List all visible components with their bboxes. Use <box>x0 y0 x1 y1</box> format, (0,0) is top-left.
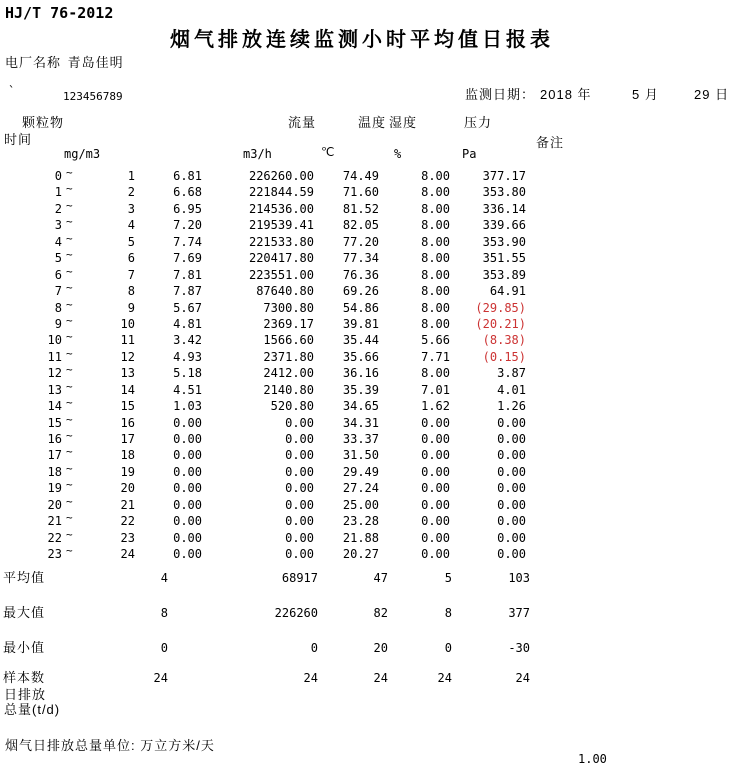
pressure-value: 0.00 <box>497 547 526 562</box>
humidity-value: 8.00 <box>421 267 450 282</box>
temperature-value: 23.28 <box>342 514 379 529</box>
summary-flow: 226260 <box>274 606 318 620</box>
pressure-value: 339.66 <box>482 218 526 233</box>
pressure-value: 64.91 <box>489 284 526 299</box>
summary-pressure: 24 <box>515 671 530 685</box>
hour-start: 7 <box>54 284 62 299</box>
pressure-value: 377.17 <box>482 169 526 183</box>
hour-end: 19 <box>120 464 135 479</box>
hour-start: 11 <box>47 349 62 364</box>
hour-end: 4 <box>127 218 135 233</box>
pressure-value: 0.00 <box>497 464 526 479</box>
hour-end: 12 <box>120 349 135 364</box>
hour-start: 10 <box>47 333 62 348</box>
pressure-value: (8.38) <box>482 333 526 348</box>
table-row <box>0 313 526 332</box>
summary-row <box>3 640 530 656</box>
hour-end: 3 <box>127 201 135 216</box>
summary-label: 最小值 <box>3 640 46 655</box>
tilde: ~ <box>66 379 73 393</box>
hour-start: 5 <box>54 251 62 266</box>
humidity-value: 8.00 <box>421 316 450 331</box>
unit-temperature: ℃ <box>321 145 335 159</box>
table-row <box>0 231 526 250</box>
temperature-value: 77.20 <box>342 234 379 249</box>
hour-start: 0 <box>54 169 62 183</box>
particulate-value: 1.03 <box>173 399 202 414</box>
particulate-value: 0.00 <box>173 547 202 562</box>
unit-flow: m3/h <box>243 147 272 161</box>
summary-humidity: 8 <box>444 606 452 620</box>
particulate-value: 0.00 <box>173 497 202 512</box>
particulate-value: 3.42 <box>173 333 202 348</box>
tilde: ~ <box>66 478 73 492</box>
table-row <box>0 264 526 283</box>
hour-end: 7 <box>127 267 135 282</box>
table-row <box>0 332 526 348</box>
pressure-value: 0.00 <box>497 448 526 463</box>
particulate-value: 0.00 <box>173 530 202 545</box>
hour-end: 14 <box>120 382 135 397</box>
unit-pressure: Pa <box>462 147 477 161</box>
humidity-value: 0.00 <box>421 448 450 463</box>
hour-start: 21 <box>47 514 62 529</box>
humidity-value: 0.00 <box>421 415 450 430</box>
tilde: ~ <box>66 231 73 245</box>
tilde: ~ <box>66 330 73 344</box>
temperature-value: 69.26 <box>342 284 379 299</box>
humidity-value: 0.00 <box>421 497 450 512</box>
temperature-value: 20.27 <box>342 547 379 562</box>
pressure-value: 1.26 <box>497 399 526 414</box>
flow-value: 0.00 <box>285 547 314 562</box>
temperature-value: 33.37 <box>342 432 379 446</box>
plant-name-value: 青岛佳明 <box>67 55 124 70</box>
date-year: 2018 年 <box>540 87 592 102</box>
table-row <box>0 431 526 447</box>
flow-value: 214536.00 <box>248 201 314 216</box>
hour-end: 22 <box>120 514 135 529</box>
table-row <box>0 346 526 365</box>
particulate-value: 0.00 <box>173 481 202 496</box>
table-row <box>0 527 526 546</box>
particulate-value: 0.00 <box>173 464 202 479</box>
col-header-particulate: 颗粒物 <box>22 115 65 130</box>
flow-value: 223551.00 <box>248 267 314 282</box>
flow-value: 7300.80 <box>263 300 314 315</box>
humidity-value: 0.00 <box>421 547 450 562</box>
pressure-value: (29.85) <box>475 300 526 315</box>
daily-emission-label: 日排放 <box>4 687 47 702</box>
summary-label: 样本数 <box>3 670 46 685</box>
flow-value: 1566.60 <box>263 333 314 348</box>
summary-row <box>3 605 530 621</box>
humidity-value: 0.00 <box>421 530 450 545</box>
table-row <box>0 480 526 496</box>
humidity-value: 0.00 <box>421 464 450 479</box>
flow-value: 2412.00 <box>263 366 314 381</box>
flow-value: 0.00 <box>285 481 314 496</box>
humidity-value: 8.00 <box>421 251 450 266</box>
tilde: ~ <box>66 544 73 558</box>
summary-row <box>3 670 530 686</box>
flow-value: 0.00 <box>285 464 314 479</box>
tilde: ~ <box>66 494 73 508</box>
tilde: ~ <box>66 166 73 179</box>
hour-start: 20 <box>47 497 62 512</box>
flow-value: 226260.00 <box>248 169 314 183</box>
temperature-value: 77.34 <box>342 251 379 266</box>
particulate-value: 0.00 <box>173 415 202 430</box>
particulate-value: 7.20 <box>173 218 202 233</box>
flow-value: 0.00 <box>285 497 314 512</box>
particulate-value: 5.67 <box>173 300 202 315</box>
flow-value: 0.00 <box>285 514 314 529</box>
temperature-value: 35.39 <box>342 382 379 397</box>
tilde: ~ <box>66 511 73 525</box>
hour-end: 6 <box>127 251 135 266</box>
flow-value: 0.00 <box>285 448 314 463</box>
hour-start: 3 <box>54 218 62 233</box>
flow-value: 219539.41 <box>248 218 314 233</box>
table-row <box>0 412 526 431</box>
unit-note: 烟气日排放总量单位: 万立方米/天 <box>5 738 215 753</box>
plant-name-line <box>5 52 124 71</box>
particulate-value: 6.68 <box>173 185 202 200</box>
temperature-value: 31.50 <box>342 448 379 463</box>
tilde: ~ <box>66 527 73 541</box>
humidity-value: 8.00 <box>421 169 450 183</box>
hour-start: 19 <box>47 481 62 496</box>
humidity-value: 0.00 <box>421 432 450 446</box>
temperature-value: 74.49 <box>342 169 379 183</box>
hour-start: 15 <box>47 415 62 430</box>
summary-label: 最大值 <box>3 605 46 620</box>
table-row <box>0 379 526 398</box>
hour-start: 4 <box>54 234 62 249</box>
tilde: ~ <box>66 264 73 278</box>
pressure-value: 351.55 <box>482 251 526 266</box>
summary-pressure: 103 <box>508 571 530 585</box>
humidity-value: 7.01 <box>421 382 450 397</box>
temperature-value: 34.31 <box>342 415 379 430</box>
tilde: ~ <box>66 429 73 442</box>
col-header-humidity: 湿度 <box>389 115 418 130</box>
particulate-value: 0.00 <box>173 514 202 529</box>
tilde: ~ <box>66 313 73 327</box>
humidity-value: 8.00 <box>421 185 450 200</box>
pressure-value: 353.89 <box>482 267 526 282</box>
summary-flow: 24 <box>303 671 318 685</box>
summary-temperature: 82 <box>373 606 388 620</box>
particulate-value: 0.00 <box>173 448 202 463</box>
temperature-value: 39.81 <box>342 316 379 331</box>
humidity-value: 8.00 <box>421 366 450 381</box>
hour-end: 1 <box>127 169 135 183</box>
hour-start: 6 <box>54 267 62 282</box>
hour-start: 12 <box>47 366 62 381</box>
pressure-value: (20.21) <box>475 316 526 331</box>
report-title: 烟气排放连续监测小时平均值日报表 <box>170 29 554 51</box>
pressure-value: 0.00 <box>497 530 526 545</box>
humidity-value: 1.62 <box>421 399 450 414</box>
hour-end: 13 <box>120 366 135 381</box>
hour-start: 9 <box>54 316 62 331</box>
flow-value: 2371.80 <box>263 349 314 364</box>
table-row <box>0 398 526 414</box>
data-rows <box>0 168 526 563</box>
hour-end: 2 <box>127 185 135 200</box>
hour-start: 14 <box>47 399 62 414</box>
table-row <box>0 546 526 562</box>
summary-particulate: 8 <box>160 606 168 620</box>
temperature-value: 35.66 <box>342 349 379 364</box>
tilde: ~ <box>66 215 73 229</box>
tilde: ~ <box>66 396 73 410</box>
temperature-value: 76.36 <box>342 267 379 282</box>
hour-end: 11 <box>120 333 135 348</box>
hour-end: 18 <box>120 448 135 463</box>
summary-particulate: 0 <box>160 641 168 655</box>
temperature-value: 71.60 <box>342 185 379 200</box>
table-row <box>0 283 526 299</box>
flow-value: 221533.80 <box>248 234 314 249</box>
summary-humidity: 24 <box>437 671 452 685</box>
humidity-value: 8.00 <box>421 234 450 249</box>
table-row <box>0 168 526 184</box>
date-label: 监测日期： <box>465 87 536 102</box>
particulate-value: 7.87 <box>173 284 202 299</box>
temperature-value: 34.65 <box>342 399 379 414</box>
summary-row <box>3 570 530 586</box>
temperature-value: 36.16 <box>342 366 379 381</box>
total-label: 总量(t/d) <box>4 702 61 717</box>
pressure-value: 0.00 <box>497 481 526 496</box>
table-row <box>0 365 526 381</box>
hour-start: 17 <box>47 448 62 463</box>
temperature-value: 21.88 <box>342 530 379 545</box>
tilde: ~ <box>66 363 73 377</box>
tilde: ~ <box>66 445 73 459</box>
tilde: ~ <box>66 412 73 426</box>
flow-value: 520.80 <box>270 399 314 414</box>
flow-value: 0.00 <box>285 530 314 545</box>
humidity-value: 0.00 <box>421 514 450 529</box>
humidity-value: 8.00 <box>421 284 450 299</box>
tilde: ~ <box>66 248 73 262</box>
summary-flow: 68917 <box>281 571 318 585</box>
table-row <box>0 461 526 480</box>
temperature-value: 25.00 <box>342 497 379 512</box>
summary-flow: 0 <box>310 641 318 655</box>
hour-end: 8 <box>127 284 135 299</box>
table-row <box>0 297 526 316</box>
particulate-value: 0.00 <box>173 432 202 446</box>
plant-name-label: 电厂名称 <box>5 55 62 70</box>
summary-pressure: -30 <box>508 641 530 655</box>
temperature-value: 54.86 <box>342 300 379 315</box>
hour-start: 2 <box>54 201 62 216</box>
hour-start: 22 <box>47 530 62 545</box>
humidity-value: 0.00 <box>421 481 450 496</box>
hour-start: 8 <box>54 300 62 315</box>
humidity-value: 8.00 <box>421 201 450 216</box>
hour-end: 15 <box>120 399 135 414</box>
flow-value: 87640.80 <box>256 284 314 299</box>
hour-start: 16 <box>47 432 62 446</box>
pressure-value: 0.00 <box>497 497 526 512</box>
hour-end: 5 <box>127 234 135 249</box>
hour-end: 21 <box>120 497 135 512</box>
temperature-value: 29.49 <box>342 464 379 479</box>
pressure-value: 353.80 <box>482 185 526 200</box>
temperature-value: 35.44 <box>342 333 379 348</box>
pressure-value: 0.00 <box>497 514 526 529</box>
table-row <box>0 513 526 529</box>
particulate-value: 4.51 <box>173 382 202 397</box>
col-header-remark: 备注 <box>536 135 565 150</box>
col-header-temperature: 温度 <box>358 115 387 130</box>
pressure-value: 336.14 <box>482 201 526 216</box>
summary-temperature: 24 <box>373 671 388 685</box>
tilde: ~ <box>66 461 73 475</box>
date-month: 5 月 <box>632 87 659 102</box>
flow-value: 221844.59 <box>248 185 314 200</box>
tilde: ~ <box>66 281 73 295</box>
temperature-value: 27.24 <box>342 481 379 496</box>
summary-temperature: 47 <box>373 571 388 585</box>
flow-value: 2140.80 <box>263 382 314 397</box>
hour-end: 23 <box>120 530 135 545</box>
standard-number: HJ/T 76-2012 <box>5 4 114 22</box>
backtick-mark: ` <box>8 84 16 98</box>
particulate-value: 7.69 <box>173 251 202 266</box>
temperature-value: 81.52 <box>342 201 379 216</box>
table-row <box>0 184 526 200</box>
humidity-value: 7.71 <box>421 349 450 364</box>
table-row <box>0 217 526 233</box>
hour-start: 18 <box>47 464 62 479</box>
particulate-value: 6.81 <box>173 169 202 183</box>
pressure-value: 0.00 <box>497 415 526 430</box>
col-header-flow: 流量 <box>288 115 317 130</box>
hour-end: 20 <box>120 481 135 496</box>
hour-end: 9 <box>127 300 135 315</box>
temperature-value: 82.05 <box>342 218 379 233</box>
hour-start: 23 <box>47 547 62 562</box>
particulate-value: 7.74 <box>173 234 202 249</box>
particulate-value: 5.18 <box>173 366 202 381</box>
pressure-value: 353.90 <box>482 234 526 249</box>
tilde: ~ <box>66 198 73 212</box>
pressure-value: 4.01 <box>497 382 526 397</box>
particulate-value: 4.81 <box>173 316 202 331</box>
col-header-time: 时间 <box>4 132 33 147</box>
humidity-value: 8.00 <box>421 300 450 315</box>
flow-value: 0.00 <box>285 415 314 430</box>
hour-end: 16 <box>120 415 135 430</box>
flow-value: 2369.17 <box>263 316 314 331</box>
hour-end: 17 <box>120 432 135 446</box>
hour-start: 13 <box>47 382 62 397</box>
summary-humidity: 5 <box>444 571 452 585</box>
table-row <box>0 494 526 513</box>
summary-particulate: 4 <box>160 571 168 585</box>
pressure-value: (0.15) <box>482 349 526 364</box>
summary-humidity: 0 <box>444 641 452 655</box>
table-row <box>0 447 526 463</box>
table-row <box>0 250 526 266</box>
summary-temperature: 20 <box>373 641 388 655</box>
humidity-value: 8.00 <box>421 218 450 233</box>
col-header-pressure: 压力 <box>464 115 493 130</box>
humidity-value: 5.66 <box>421 333 450 348</box>
pressure-value: 0.00 <box>497 432 526 446</box>
tilde: ~ <box>66 182 73 196</box>
hour-start: 1 <box>54 185 62 200</box>
particulate-value: 4.93 <box>173 349 202 364</box>
summary-pressure: 377 <box>508 606 530 620</box>
particulate-value: 7.81 <box>173 267 202 282</box>
tilde: ~ <box>66 346 73 360</box>
table-row <box>0 198 526 217</box>
unit-particulate: mg/m3 <box>64 147 101 161</box>
hour-end: 10 <box>120 316 135 331</box>
flow-value: 0.00 <box>285 432 314 446</box>
date-day: 29 日 <box>694 87 730 102</box>
flow-value: 220417.80 <box>248 251 314 266</box>
footer-value: 1.00 <box>578 752 607 766</box>
particulate-value: 6.95 <box>173 201 202 216</box>
hour-end: 24 <box>120 547 135 562</box>
unit-humidity: % <box>394 147 402 161</box>
pressure-value: 3.87 <box>497 366 526 381</box>
summary-particulate: 24 <box>153 671 168 685</box>
summary-label: 平均值 <box>3 570 46 585</box>
tilde: ~ <box>66 297 73 311</box>
plant-code: 123456789 <box>63 90 123 103</box>
